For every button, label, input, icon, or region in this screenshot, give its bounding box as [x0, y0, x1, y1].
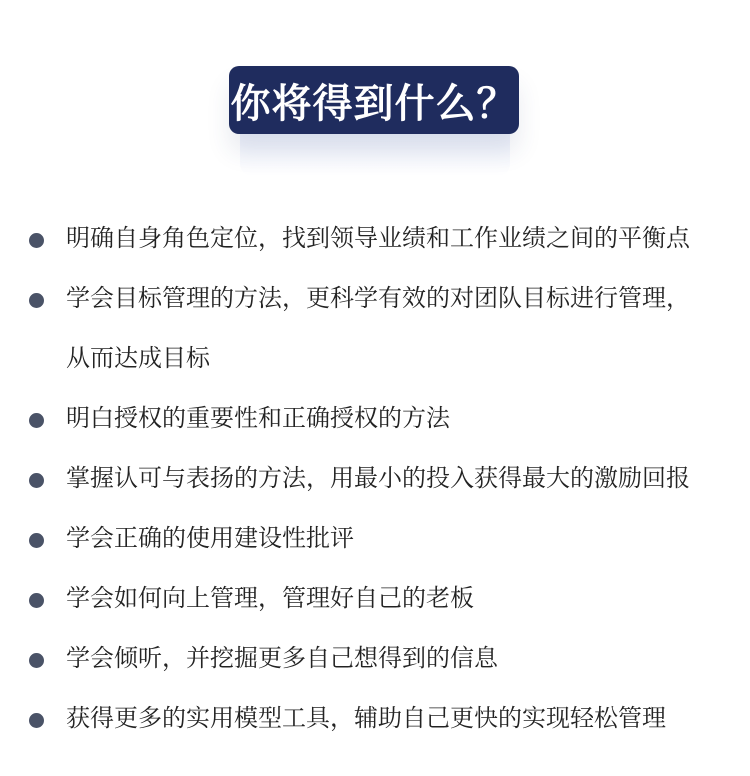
title-shadow — [240, 134, 510, 176]
list-item-text: 学会目标管理的方法，更科学有效的对团队目标进行管理， — [66, 284, 690, 312]
bullet-icon — [29, 293, 44, 308]
benefits-list — [0, 208, 750, 748]
list-item-text: 从而达成目标 — [66, 344, 210, 372]
list-item-text: 学会正确的使用建设性批评 — [66, 524, 354, 552]
bullet-icon — [29, 413, 44, 428]
list-item-text: 明白授权的重要性和正确授权的方法 — [66, 404, 450, 432]
list-item — [0, 448, 750, 508]
list-item — [0, 388, 750, 448]
list-item — [0, 268, 750, 388]
list-item — [0, 508, 750, 568]
bullet-icon — [29, 473, 44, 488]
bullet-icon — [29, 533, 44, 548]
list-item — [0, 208, 750, 268]
list-item-text: 掌握认可与表扬的方法，用最小的投入获得最大的激励回报 — [66, 464, 690, 492]
bullet-icon — [29, 593, 44, 608]
list-item — [0, 628, 750, 688]
page-title: 你将得到什么？ — [229, 66, 519, 134]
bullet-icon — [29, 233, 44, 248]
list-item-text: 学会如何向上管理，管理好自己的老板 — [66, 584, 474, 612]
bullet-icon — [29, 653, 44, 668]
bullet-icon — [29, 713, 44, 728]
list-item-text: 获得更多的实用模型工具，辅助自己更快的实现轻松管理 — [66, 704, 666, 732]
list-item-text: 学会倾听，并挖掘更多自己想得到的信息 — [66, 644, 498, 672]
list-item-text: 明确自身角色定位，找到领导业绩和工作业绩之间的平衡点 — [66, 224, 690, 252]
list-item — [0, 568, 750, 628]
list-item — [0, 688, 750, 748]
